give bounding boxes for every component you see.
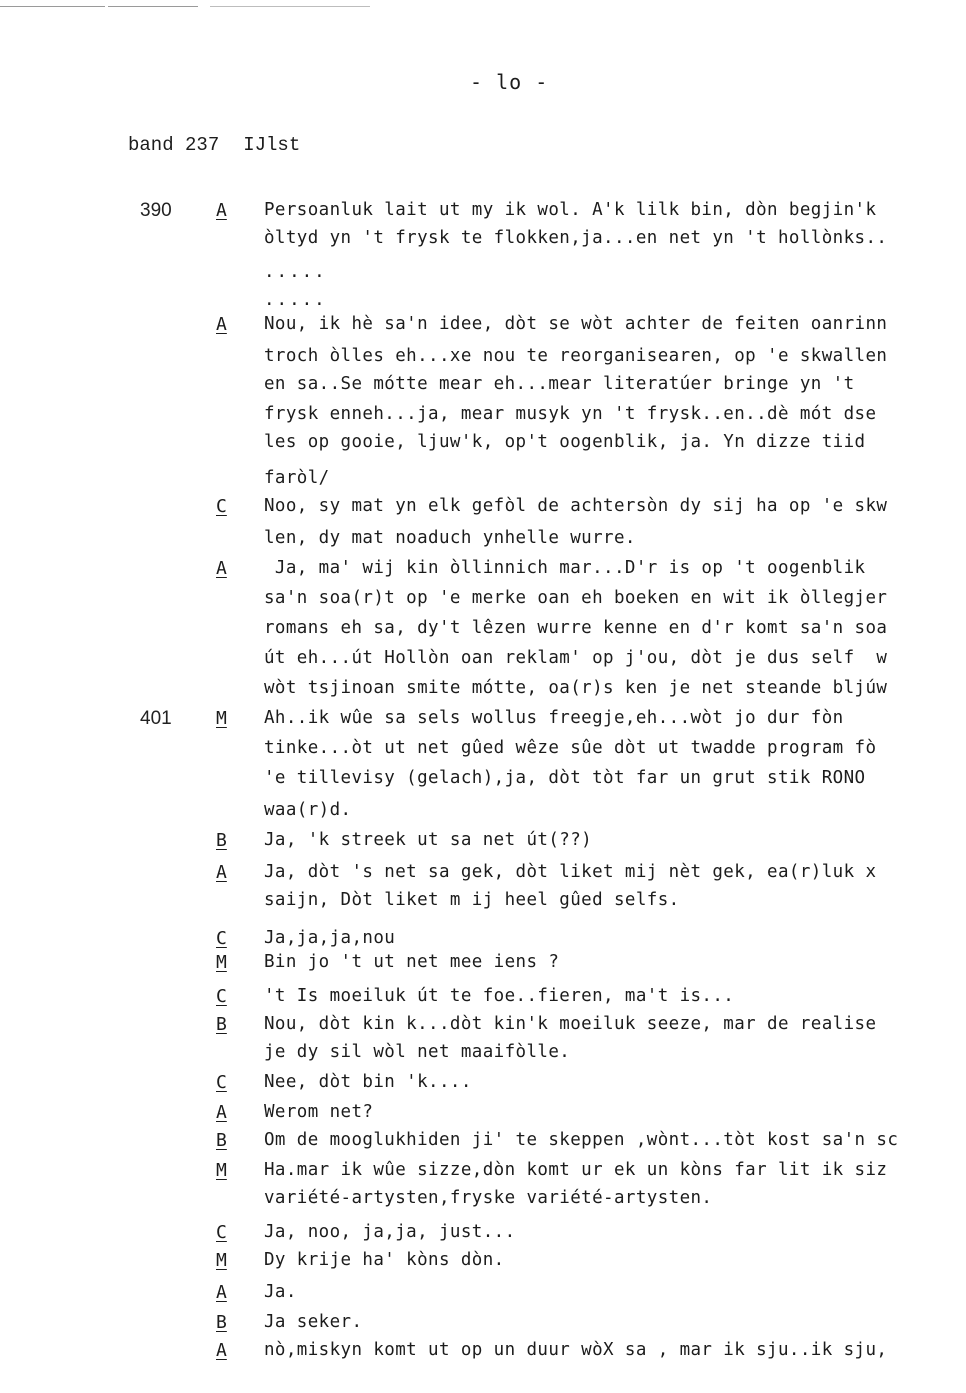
line-text: Nou, ik hè sa'n idee, dòt se wòt achter de feiten oanrinn bbox=[264, 314, 888, 334]
transcript-line bbox=[0, 1160, 966, 1184]
line-text: Ja. bbox=[264, 1282, 297, 1302]
line-text: waa(r)d. bbox=[264, 800, 352, 820]
transcript-line bbox=[0, 228, 966, 252]
transcript-line bbox=[0, 1222, 966, 1246]
transcript-line bbox=[0, 830, 966, 854]
speaker-label: A bbox=[216, 1102, 227, 1123]
speaker-label: A bbox=[216, 1282, 227, 1303]
transcript-line bbox=[0, 404, 966, 428]
transcript-line bbox=[0, 588, 966, 612]
speaker-label: B bbox=[216, 1312, 227, 1333]
line-text: 'e tillevisy (gelach),ja, dòt tòt far un grut stik RONO bbox=[264, 768, 866, 788]
line-text: Dy krije ha' kòns dòn. bbox=[264, 1250, 505, 1270]
transcript-line bbox=[0, 290, 966, 314]
top-edge-line bbox=[108, 6, 198, 7]
line-text: Nou, dòt kin k...dòt kin'k moeiluk seeze, mar de realise bbox=[264, 1014, 877, 1034]
line-text: en sa..Se mótte mear eh...mear literatúer bringe yn 't bbox=[264, 374, 855, 394]
line-text: Ja, dòt 's net sa gek, dòt liket mij nèt gek, ea(r)luk x bbox=[264, 862, 877, 882]
line-text: wòt tsjinoan smite mótte, oa(r)s ken je net steande bljúw bbox=[264, 678, 888, 698]
line-text: len, dy mat noaduch ynhelle wurre. bbox=[264, 528, 636, 548]
transcript-line bbox=[0, 618, 966, 642]
speaker-label: M bbox=[216, 952, 227, 973]
line-text: Ah..ik wûe sa sels wollus freegje,eh...wòt jo dur fòn bbox=[264, 708, 844, 728]
top-edge-line bbox=[210, 6, 370, 7]
line-text: Ha.mar ik wûe sizze,dòn komt ur ek un kòns far lit ik siz bbox=[264, 1160, 888, 1180]
speaker-label: A bbox=[216, 862, 227, 883]
transcript-line bbox=[0, 1102, 966, 1126]
line-text: Werom net? bbox=[264, 1102, 374, 1122]
speaker-label: A bbox=[216, 200, 227, 221]
transcript-line bbox=[0, 346, 966, 370]
line-text: nò,miskyn komt ut op un duur wòX sa , mar ik sju..ik sju, bbox=[264, 1340, 888, 1360]
line-text: Ja, 'k streek ut sa net út(??) bbox=[264, 830, 593, 850]
line-text: ..... bbox=[264, 262, 327, 282]
line-text: variété-artysten,fryske variété-artysten. bbox=[264, 1188, 713, 1208]
line-text: troch òlles eh...xe nou te reorganisearen, op 'e skwallen bbox=[264, 346, 888, 366]
transcript-line bbox=[0, 648, 966, 672]
line-text: Om de mooglukhiden ji' te skeppen ,wònt...tòt kost sa'n sc bbox=[264, 1130, 899, 1150]
transcript-line bbox=[0, 432, 966, 456]
speaker-label: B bbox=[216, 830, 227, 851]
transcript-line bbox=[0, 1042, 966, 1066]
speaker-label: M bbox=[216, 1250, 227, 1271]
transcript-line bbox=[0, 986, 966, 1010]
line-text: òltyd yn 't frysk te flokken,ja...en net yn 't hollònks.. bbox=[264, 228, 888, 248]
place-label: IJlst bbox=[243, 134, 301, 156]
speaker-label: M bbox=[216, 1160, 227, 1181]
line-text: út eh...út Hollòn oan reklam' op j'ou, dòt je dus self w bbox=[264, 648, 888, 668]
transcript-line bbox=[0, 496, 966, 520]
speaker-label: A bbox=[216, 1340, 227, 1361]
transcript-line bbox=[0, 1282, 966, 1306]
transcript-line bbox=[0, 1340, 966, 1364]
transcript-line bbox=[0, 468, 966, 492]
speaker-label: C bbox=[216, 928, 227, 949]
line-text: je dy sil wòl net maaifòlle. bbox=[264, 1042, 571, 1062]
speaker-label: A bbox=[216, 314, 227, 335]
transcript-line bbox=[0, 890, 966, 914]
transcript-line bbox=[0, 1014, 966, 1038]
transcript-line bbox=[0, 1312, 966, 1336]
transcript-line bbox=[0, 314, 966, 338]
transcript-line bbox=[0, 200, 966, 224]
transcript-line bbox=[0, 1072, 966, 1096]
line-text: ..... bbox=[264, 290, 327, 310]
transcript-line bbox=[0, 800, 966, 824]
line-text: les op gooie, ljuw'k, op't oogenblik, ja. Yn dizze tiid bbox=[264, 432, 866, 452]
line-text: tinke...òt ut net gûed wêze sûe dòt ut twadde program fò bbox=[264, 738, 877, 758]
transcript-line bbox=[0, 768, 966, 792]
line-text: Nee, dòt bin 'k.... bbox=[264, 1072, 472, 1092]
line-text: faròl/ bbox=[264, 468, 330, 488]
line-text: romans eh sa, dy't lêzen wurre kenne en d'r komt sa'n soa bbox=[264, 618, 888, 638]
line-text: Ja seker. bbox=[264, 1312, 363, 1332]
speaker-label: C bbox=[216, 986, 227, 1007]
transcript-line bbox=[0, 862, 966, 886]
speaker-label: C bbox=[216, 496, 227, 517]
line-text: Ja,ja,ja,nou bbox=[264, 928, 396, 948]
line-text: 't Is moeiluk út te foe..fieren, ma't is... bbox=[264, 986, 735, 1006]
speaker-label: A bbox=[216, 558, 227, 579]
line-text: Bin jo 't ut net mee iens ? bbox=[264, 952, 560, 972]
line-text: frysk enneh...ja, mear musyk yn 't frysk..en..dè mót dse bbox=[264, 404, 877, 424]
top-edge-line bbox=[0, 6, 105, 7]
line-text: Noo, sy mat yn elk gefòl de achtersòn dy sij ha op 'e skw bbox=[264, 496, 888, 516]
page-number: - lo - bbox=[470, 70, 549, 94]
speaker-label: C bbox=[216, 1072, 227, 1093]
line-text: saijn, Dòt liket m ij heel gûed selfs. bbox=[264, 890, 680, 910]
speaker-label: M bbox=[216, 708, 227, 729]
transcript-line bbox=[0, 528, 966, 552]
transcript-line bbox=[0, 558, 966, 582]
transcript-line bbox=[0, 262, 966, 286]
transcript-line bbox=[0, 952, 966, 976]
transcript-line bbox=[0, 1188, 966, 1212]
line-number: 390 bbox=[140, 200, 172, 221]
line-text: Persoanluk lait ut my ik wol. A'k lilk bin, dòn begjin'k bbox=[264, 200, 877, 220]
speaker-label: B bbox=[216, 1130, 227, 1151]
speaker-label: B bbox=[216, 1014, 227, 1035]
band-label: band 237 bbox=[128, 134, 220, 156]
transcript-line bbox=[0, 1250, 966, 1274]
line-number: 401 bbox=[140, 708, 172, 729]
transcript-line bbox=[0, 374, 966, 398]
line-text: Ja, ma' wij kin òllinnich mar...D'r is op 't oogenblik bbox=[264, 558, 866, 578]
speaker-label: C bbox=[216, 1222, 227, 1243]
transcript-line bbox=[0, 928, 966, 952]
transcript-line bbox=[0, 738, 966, 762]
transcript-line bbox=[0, 708, 966, 732]
transcript-line bbox=[0, 678, 966, 702]
document-header bbox=[128, 134, 300, 156]
line-text: Ja, noo, ja,ja, just... bbox=[264, 1222, 516, 1242]
line-text: sa'n soa(r)t op 'e merke oan eh boeken en wit ik òllegjer bbox=[264, 588, 888, 608]
transcript-line bbox=[0, 1130, 966, 1154]
